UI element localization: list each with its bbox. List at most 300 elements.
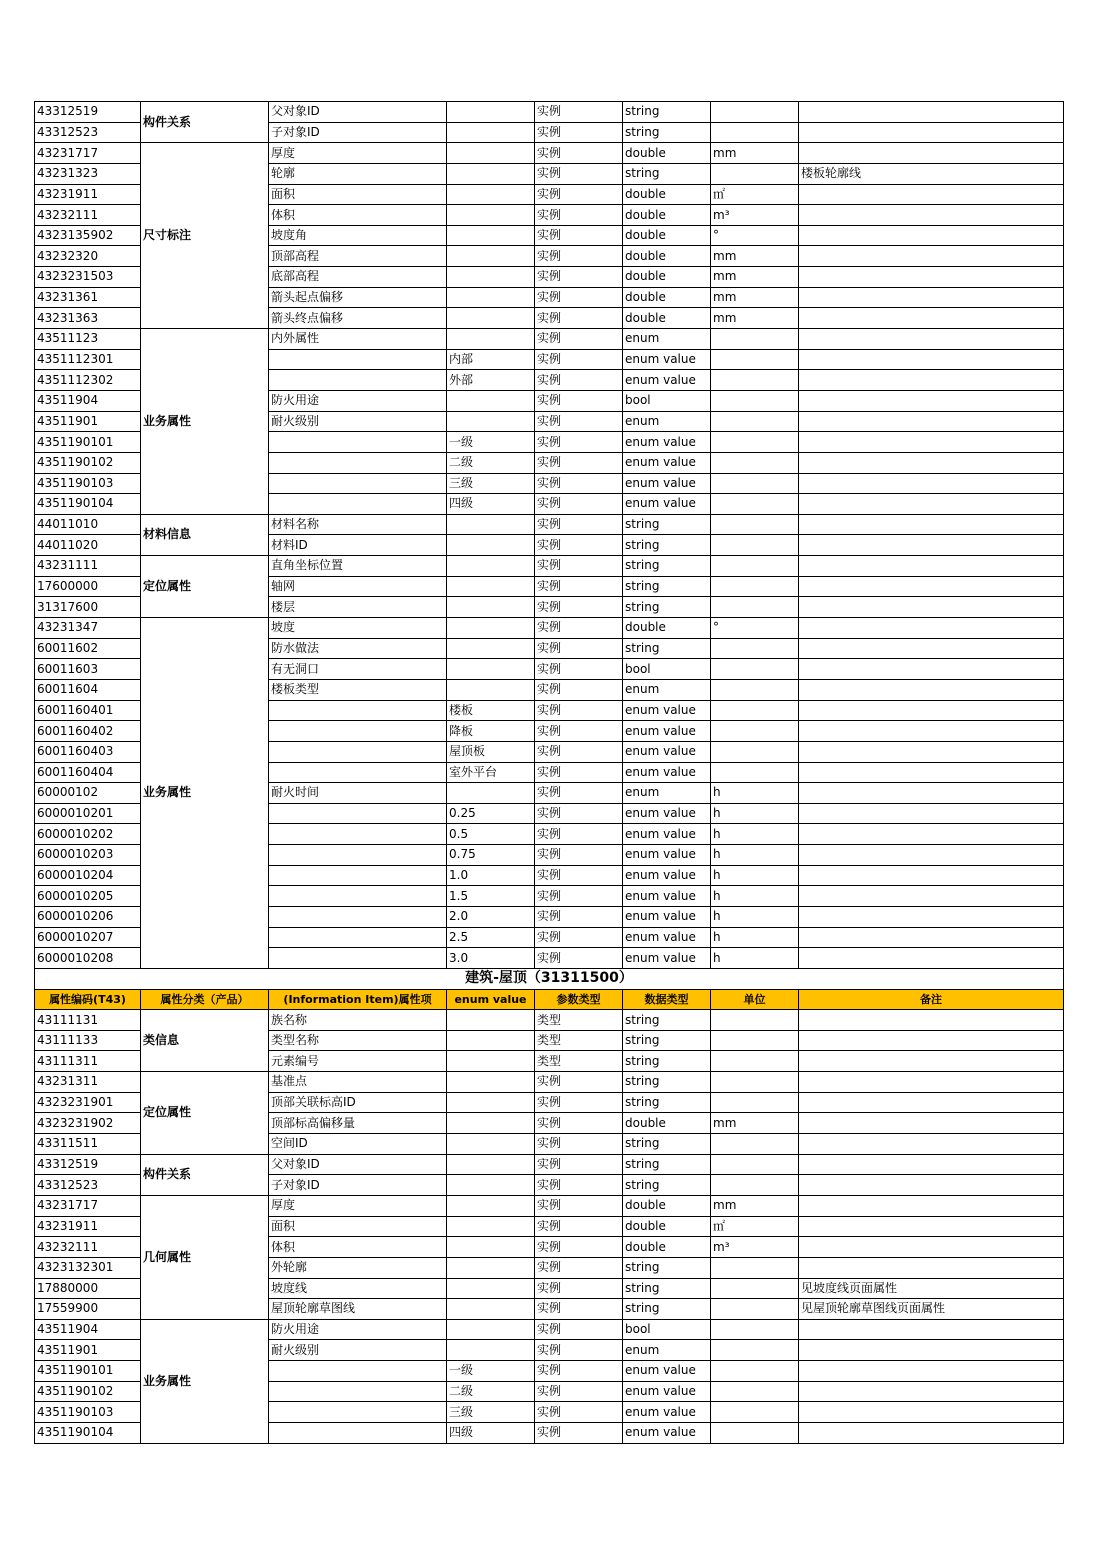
attr-category-cell: 尺寸标注: [141, 143, 269, 329]
unit-cell: [711, 349, 799, 370]
enum-value-cell: [447, 576, 535, 597]
remark-cell: [799, 1030, 1064, 1051]
param-type-cell: 实例: [535, 845, 623, 866]
data-type-cell: string: [623, 1051, 711, 1072]
param-type-cell: 实例: [535, 762, 623, 783]
remark-cell: [799, 1113, 1064, 1134]
param-type-cell: 类型: [535, 1030, 623, 1051]
unit-cell: [711, 452, 799, 473]
attr-category-cell: 定位属性: [141, 556, 269, 618]
remark-cell: [799, 349, 1064, 370]
attr-item-cell: 坡度线: [269, 1278, 447, 1299]
data-type-cell: double: [623, 205, 711, 226]
data-type-cell: enum: [623, 783, 711, 804]
data-type-cell: bool: [623, 390, 711, 411]
data-type-cell: enum value: [623, 432, 711, 453]
attr-code-cell: 6000010208: [35, 948, 141, 969]
unit-cell: °: [711, 618, 799, 639]
unit-cell: [711, 163, 799, 184]
data-type-cell: enum value: [623, 824, 711, 845]
attr-item-cell: 顶部关联标高ID: [269, 1092, 447, 1113]
remark-cell: [799, 205, 1064, 226]
data-type-cell: enum value: [623, 906, 711, 927]
unit-cell: [711, 721, 799, 742]
table-row: [35, 556, 1064, 577]
enum-value-cell: [447, 1030, 535, 1051]
data-type-cell: enum value: [623, 1381, 711, 1402]
data-type-cell: string: [623, 1030, 711, 1051]
attr-code-cell: 43312523: [35, 122, 141, 143]
param-type-cell: 实例: [535, 1072, 623, 1093]
param-type-cell: 实例: [535, 659, 623, 680]
enum-value-cell: 二级: [447, 452, 535, 473]
table-row: [35, 514, 1064, 535]
column-header-attr-code: 属性编码(T43): [35, 989, 141, 1010]
data-type-cell: enum value: [623, 721, 711, 742]
attr-item-cell: 耐火时间: [269, 783, 447, 804]
attr-item-cell: [269, 1361, 447, 1382]
attr-item-cell: [269, 741, 447, 762]
enum-value-cell: [447, 1072, 535, 1093]
attr-item-cell: 坡度: [269, 618, 447, 639]
param-type-cell: 实例: [535, 205, 623, 226]
param-type-cell: 实例: [535, 452, 623, 473]
enum-value-cell: 内部: [447, 349, 535, 370]
param-type-cell: 实例: [535, 1134, 623, 1155]
enum-value-cell: [447, 143, 535, 164]
attr-code-cell: 43232111: [35, 1237, 141, 1258]
attr-code-cell: 43231717: [35, 143, 141, 164]
unit-cell: [711, 576, 799, 597]
attr-item-cell: 轮廓: [269, 163, 447, 184]
data-type-cell: string: [623, 1175, 711, 1196]
unit-cell: [711, 659, 799, 680]
param-type-cell: 实例: [535, 1237, 623, 1258]
attr-code-cell: 6000010206: [35, 906, 141, 927]
enum-value-cell: 楼板: [447, 700, 535, 721]
enum-value-cell: [447, 618, 535, 639]
unit-cell: [711, 432, 799, 453]
enum-value-cell: [447, 1216, 535, 1237]
attr-code-cell: 6000010205: [35, 886, 141, 907]
param-type-cell: 实例: [535, 308, 623, 329]
attr-item-cell: 基准点: [269, 1072, 447, 1093]
attr-code-cell: 4351190104: [35, 1423, 141, 1444]
attr-code-cell: 43511901: [35, 411, 141, 432]
attr-code-cell: 43231111: [35, 556, 141, 577]
attr-item-cell: [269, 845, 447, 866]
param-type-cell: 实例: [535, 514, 623, 535]
enum-value-cell: [447, 679, 535, 700]
attr-item-cell: 坡度角: [269, 225, 447, 246]
attr-code-cell: 4351190102: [35, 1381, 141, 1402]
table-row: [35, 1010, 1064, 1031]
remark-cell: [799, 1216, 1064, 1237]
attr-code-cell: 4351190101: [35, 1361, 141, 1382]
unit-cell: [711, 1154, 799, 1175]
param-type-cell: 实例: [535, 349, 623, 370]
enum-value-cell: [447, 246, 535, 267]
unit-cell: h: [711, 824, 799, 845]
remark-cell: [799, 741, 1064, 762]
remark-cell: [799, 452, 1064, 473]
data-type-cell: enum value: [623, 1361, 711, 1382]
attr-item-cell: 厚度: [269, 143, 447, 164]
column-header-remark: 备注: [799, 989, 1064, 1010]
table-row: [35, 1072, 1064, 1093]
attr-code-cell: 44011010: [35, 514, 141, 535]
attribute-table-body: [35, 102, 1064, 1444]
attr-item-cell: 箭头终点偏移: [269, 308, 447, 329]
data-type-cell: double: [623, 267, 711, 288]
param-type-cell: 实例: [535, 473, 623, 494]
attr-code-cell: 43232111: [35, 205, 141, 226]
enum-value-cell: [447, 1134, 535, 1155]
data-type-cell: enum value: [623, 865, 711, 886]
enum-value-cell: [447, 514, 535, 535]
unit-cell: [711, 762, 799, 783]
attr-code-cell: 60011603: [35, 659, 141, 680]
remark-cell: [799, 122, 1064, 143]
data-type-cell: string: [623, 102, 711, 123]
attr-item-cell: 空间ID: [269, 1134, 447, 1155]
enum-value-cell: 外部: [447, 370, 535, 391]
attr-code-cell: 44011020: [35, 535, 141, 556]
attr-code-cell: 6001160402: [35, 721, 141, 742]
remark-cell: [799, 803, 1064, 824]
attr-item-cell: 父对象ID: [269, 102, 447, 123]
data-type-cell: string: [623, 1072, 711, 1093]
unit-cell: ㎡: [711, 1216, 799, 1237]
unit-cell: h: [711, 865, 799, 886]
param-type-cell: 实例: [535, 721, 623, 742]
attr-item-cell: [269, 432, 447, 453]
attr-code-cell: 6000010204: [35, 865, 141, 886]
unit-cell: [711, 700, 799, 721]
attr-item-cell: 箭头起点偏移: [269, 287, 447, 308]
remark-cell: [799, 906, 1064, 927]
attr-code-cell: 4323135902: [35, 225, 141, 246]
remark-cell: [799, 783, 1064, 804]
enum-value-cell: 2.0: [447, 906, 535, 927]
attr-item-cell: 外轮廓: [269, 1257, 447, 1278]
data-type-cell: double: [623, 1237, 711, 1258]
param-type-cell: 实例: [535, 1423, 623, 1444]
remark-cell: [799, 1154, 1064, 1175]
remark-cell: [799, 721, 1064, 742]
unit-cell: mm: [711, 246, 799, 267]
unit-cell: h: [711, 927, 799, 948]
enum-value-cell: [447, 329, 535, 350]
data-type-cell: string: [623, 1010, 711, 1031]
unit-cell: h: [711, 906, 799, 927]
unit-cell: [711, 390, 799, 411]
table-row: [35, 1154, 1064, 1175]
remark-cell: [799, 473, 1064, 494]
attr-code-cell: 43312519: [35, 1154, 141, 1175]
remark-cell: [799, 1402, 1064, 1423]
data-type-cell: enum value: [623, 349, 711, 370]
attr-code-cell: 6000010203: [35, 845, 141, 866]
data-type-cell: enum: [623, 1340, 711, 1361]
attr-item-cell: [269, 906, 447, 927]
param-type-cell: 实例: [535, 886, 623, 907]
param-type-cell: 实例: [535, 638, 623, 659]
unit-cell: mm: [711, 143, 799, 164]
unit-cell: mm: [711, 267, 799, 288]
unit-cell: [711, 556, 799, 577]
param-type-cell: 实例: [535, 287, 623, 308]
attr-item-cell: [269, 1381, 447, 1402]
remark-cell: [799, 246, 1064, 267]
remark-cell: [799, 143, 1064, 164]
remark-cell: [799, 287, 1064, 308]
attr-item-cell: 类型名称: [269, 1030, 447, 1051]
param-type-cell: 实例: [535, 741, 623, 762]
unit-cell: [711, 1423, 799, 1444]
data-type-cell: enum value: [623, 1423, 711, 1444]
attr-code-cell: 6001160401: [35, 700, 141, 721]
unit-cell: [711, 1381, 799, 1402]
param-type-cell: 实例: [535, 122, 623, 143]
remark-cell: [799, 1175, 1064, 1196]
data-type-cell: double: [623, 287, 711, 308]
unit-cell: [711, 1402, 799, 1423]
attr-item-cell: 顶部高程: [269, 246, 447, 267]
unit-cell: h: [711, 783, 799, 804]
table-row: [35, 1319, 1064, 1340]
attr-item-cell: 顶部标高偏移量: [269, 1113, 447, 1134]
data-type-cell: enum value: [623, 741, 711, 762]
param-type-cell: 实例: [535, 1319, 623, 1340]
param-type-cell: 实例: [535, 184, 623, 205]
enum-value-cell: [447, 659, 535, 680]
unit-cell: [711, 411, 799, 432]
attr-item-cell: 面积: [269, 1216, 447, 1237]
param-type-cell: 实例: [535, 679, 623, 700]
attr-item-cell: [269, 948, 447, 969]
unit-cell: m³: [711, 205, 799, 226]
data-type-cell: double: [623, 1216, 711, 1237]
attr-code-cell: 4351112301: [35, 349, 141, 370]
attr-code-cell: 43231311: [35, 1072, 141, 1093]
unit-cell: [711, 514, 799, 535]
attr-code-cell: 4351190101: [35, 432, 141, 453]
attr-item-cell: 材料ID: [269, 535, 447, 556]
attr-category-cell: 业务属性: [141, 618, 269, 969]
unit-cell: [711, 1340, 799, 1361]
attr-code-cell: 43231347: [35, 618, 141, 639]
data-type-cell: enum: [623, 679, 711, 700]
section-title: 建筑-屋顶（31311500）: [35, 968, 1064, 989]
attr-code-cell: 4323231901: [35, 1092, 141, 1113]
enum-value-cell: 0.25: [447, 803, 535, 824]
data-type-cell: enum value: [623, 494, 711, 515]
enum-value-cell: 三级: [447, 473, 535, 494]
enum-value-cell: [447, 122, 535, 143]
unit-cell: [711, 741, 799, 762]
attr-category-cell: 业务属性: [141, 1319, 269, 1443]
remark-cell: [799, 1010, 1064, 1031]
remark-cell: [799, 948, 1064, 969]
table-row: [35, 102, 1064, 123]
enum-value-cell: [447, 308, 535, 329]
attr-item-cell: 族名称: [269, 1010, 447, 1031]
attr-code-cell: 4351190104: [35, 494, 141, 515]
table-row: [35, 1195, 1064, 1216]
unit-cell: mm: [711, 287, 799, 308]
param-type-cell: 实例: [535, 1257, 623, 1278]
param-type-cell: 实例: [535, 1113, 623, 1134]
attr-item-cell: [269, 1423, 447, 1444]
param-type-cell: 实例: [535, 1175, 623, 1196]
attr-code-cell: 43232320: [35, 246, 141, 267]
attr-item-cell: 父对象ID: [269, 1154, 447, 1175]
data-type-cell: double: [623, 618, 711, 639]
param-type-cell: 实例: [535, 370, 623, 391]
unit-cell: h: [711, 886, 799, 907]
attr-code-cell: 43312519: [35, 102, 141, 123]
attr-code-cell: 60000102: [35, 783, 141, 804]
attr-code-cell: 4323132301: [35, 1257, 141, 1278]
remark-cell: 楼板轮廓线: [799, 163, 1064, 184]
param-type-cell: 实例: [535, 1216, 623, 1237]
remark-cell: [799, 1092, 1064, 1113]
enum-value-cell: [447, 1154, 535, 1175]
column-header-unit: 单位: [711, 989, 799, 1010]
remark-cell: [799, 1195, 1064, 1216]
enum-value-cell: [447, 1257, 535, 1278]
param-type-cell: 实例: [535, 927, 623, 948]
data-type-cell: enum value: [623, 1402, 711, 1423]
attr-item-cell: [269, 762, 447, 783]
attr-item-cell: [269, 865, 447, 886]
attr-item-cell: [269, 886, 447, 907]
remark-cell: [799, 556, 1064, 577]
attr-category-cell: 构件关系: [141, 1154, 269, 1195]
enum-value-cell: [447, 1010, 535, 1031]
param-type-cell: 实例: [535, 1195, 623, 1216]
remark-cell: [799, 1361, 1064, 1382]
param-type-cell: 实例: [535, 700, 623, 721]
unit-cell: [711, 494, 799, 515]
enum-value-cell: [447, 783, 535, 804]
remark-cell: [799, 535, 1064, 556]
remark-cell: [799, 1423, 1064, 1444]
enum-value-cell: [447, 1092, 535, 1113]
remark-cell: [799, 225, 1064, 246]
enum-value-cell: [447, 1319, 535, 1340]
attr-item-cell: 屋顶轮廓草图线: [269, 1299, 447, 1320]
remark-cell: [799, 1340, 1064, 1361]
column-header-attr-item: (Information Item)属性项: [269, 989, 447, 1010]
enum-value-cell: [447, 225, 535, 246]
unit-cell: °: [711, 225, 799, 246]
unit-cell: [711, 1175, 799, 1196]
attr-code-cell: 17559900: [35, 1299, 141, 1320]
remark-cell: [799, 762, 1064, 783]
param-type-cell: 实例: [535, 556, 623, 577]
column-header-data-type: 数据类型: [623, 989, 711, 1010]
remark-cell: [799, 618, 1064, 639]
data-type-cell: double: [623, 143, 711, 164]
param-type-cell: 实例: [535, 824, 623, 845]
attr-item-cell: 子对象ID: [269, 1175, 447, 1196]
unit-cell: [711, 1319, 799, 1340]
remark-cell: [799, 514, 1064, 535]
unit-cell: [711, 1092, 799, 1113]
data-type-cell: string: [623, 576, 711, 597]
attr-code-cell: 43311511: [35, 1134, 141, 1155]
param-type-cell: 实例: [535, 329, 623, 350]
param-type-cell: 实例: [535, 163, 623, 184]
data-type-cell: string: [623, 556, 711, 577]
remark-cell: [799, 1072, 1064, 1093]
enum-value-cell: 1.0: [447, 865, 535, 886]
attr-code-cell: 43511123: [35, 329, 141, 350]
remark-cell: [799, 1381, 1064, 1402]
param-type-cell: 实例: [535, 1361, 623, 1382]
remark-cell: [799, 865, 1064, 886]
param-type-cell: 实例: [535, 803, 623, 824]
remark-cell: [799, 390, 1064, 411]
attr-category-cell: 几何属性: [141, 1195, 269, 1319]
remark-cell: [799, 597, 1064, 618]
param-type-cell: 实例: [535, 411, 623, 432]
data-type-cell: string: [623, 597, 711, 618]
param-type-cell: 实例: [535, 1381, 623, 1402]
column-header-enum-value: enum value: [447, 989, 535, 1010]
enum-value-cell: [447, 1237, 535, 1258]
enum-value-cell: [447, 1175, 535, 1196]
attr-category-cell: 类信息: [141, 1010, 269, 1072]
enum-value-cell: 2.5: [447, 927, 535, 948]
remark-cell: [799, 1319, 1064, 1340]
remark-cell: [799, 638, 1064, 659]
remark-cell: [799, 432, 1064, 453]
unit-cell: [711, 535, 799, 556]
unit-cell: [711, 1030, 799, 1051]
attr-code-cell: 4351190102: [35, 452, 141, 473]
enum-value-cell: [447, 597, 535, 618]
data-type-cell: enum value: [623, 948, 711, 969]
attr-code-cell: 43231323: [35, 163, 141, 184]
attr-code-cell: 4351190103: [35, 1402, 141, 1423]
param-type-cell: 实例: [535, 267, 623, 288]
attr-code-cell: 31317600: [35, 597, 141, 618]
attr-item-cell: [269, 927, 447, 948]
enum-value-cell: [447, 1340, 535, 1361]
unit-cell: [711, 1278, 799, 1299]
attr-code-cell: 17600000: [35, 576, 141, 597]
attr-code-cell: 43231911: [35, 184, 141, 205]
unit-cell: [711, 1361, 799, 1382]
unit-cell: h: [711, 803, 799, 824]
data-type-cell: string: [623, 1299, 711, 1320]
attr-item-cell: 材料名称: [269, 514, 447, 535]
enum-value-cell: [447, 638, 535, 659]
attr-code-cell: 43231361: [35, 287, 141, 308]
param-type-cell: 实例: [535, 535, 623, 556]
unit-cell: [711, 597, 799, 618]
enum-value-cell: [447, 267, 535, 288]
remark-cell: [799, 576, 1064, 597]
attr-item-cell: [269, 721, 447, 742]
attr-code-cell: 60011602: [35, 638, 141, 659]
attr-code-cell: 6000010202: [35, 824, 141, 845]
data-type-cell: double: [623, 184, 711, 205]
attr-item-cell: 体积: [269, 1237, 447, 1258]
